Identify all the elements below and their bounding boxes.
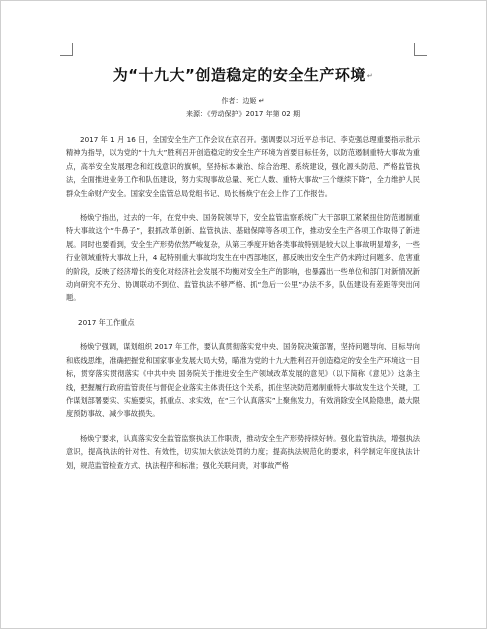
author-line: 作者：边姬 ↵ bbox=[221, 97, 265, 105]
paragraph-mark-icon: ↵ bbox=[366, 71, 374, 80]
paragraph: 杨焕宁指出，过去的一年，在党中央、国务院领导下，安全监管监察系统广大干部职工紧紧扭住防范遏制重特大事故这个“牛鼻子”，狠抓改革创新、监管执法、基础保障等各项工作，推动安全生产各项工作取得了新进展。同时也要看到，安全生产形势依然严峻复杂，从第三季度开始各类事故特别是较大以上事故明显增多，一些行业领域重特大事故上升，4 起特别重大事故均发生在中西部地区，都反映出安全生产仍未跨过问题多、危害重的阶段，反映了经济增长的变化对经济社会发展不均衡对安全生产的影响，也暴露出一些单位和部门对新情况新动向研究不充分、协调联动不到位、监管执法不够严格、抓“急后一公里”办法不多，队伍建设有差距等突出问题。 bbox=[66, 213, 420, 303]
source-line: 来源：《劳动保护》2017 年第 02 期 bbox=[186, 110, 300, 118]
document-body bbox=[66, 58, 420, 472]
crop-mark-top-right bbox=[414, 43, 427, 56]
section-heading: 2017 年工作重点 bbox=[78, 317, 135, 327]
title-text: 为“十九大”创造稳定的安全生产环境 bbox=[112, 66, 366, 84]
paragraph: 杨焕宁要求，认真落实安全监管监察执法工作职责，推动安全生产形势持续好转。强化监管执法，增强执法意识，提高执法的针对性、有效性，切实加大依法处罚的力度；提高执法规范化的要求，科学制定年度执法计划，规范监管检查方式、执法程序和标准；强化关联问责，对事故严格 bbox=[66, 433, 420, 470]
paragraph: 2017 年 1 月 16 日，全国安全生产工作会议在京召开。强调要以习近平总书记、李克强总理重要指示批示精神为指导，以为党的“十九大”胜利召开创造稳定的安全生产环境为首要目标任务，以防范遏制重特大事故为重点，高举安全发展理念和红线意识的旗帜，坚持标本兼治、综合治理、系统建设，强化源头防范、严格监管执法，全面推进业务工作和队伍建设，努力实现事故总量、死亡人数、重特大事故“三个继续下降”，全力维护人民群众生命财产安全。国家安全监管总局党组书记、局长杨焕宁在会上作了工作报告。 bbox=[66, 135, 420, 198]
document-title bbox=[66, 64, 420, 85]
paragraph: 杨焕宁强调，谋划组织 2017 年工作，要认真贯彻落实党中央、国务院决策部署，坚持问题导向、目标导向和底线思维，准确把握党和国家事业发展大局大势，瞄准为党的十九大胜利召开创造稳定的安全生产环境这一目标，贯穿落实贯彻落实《中共中央 国务院关于推进安全生产领域改革发展的意见》（以下简称《意见》）这条主线，把握履行政府监管责任与督促企业落实主体责任这个关系，抓住坚决防范遏制重特大事故发生这个关键，工作谋划部署要实、实施要实，抓重点、求实效，在“三个认真落实”上聚焦发力，有效消除安全风险隐患，最大限度预防事故、减少事故损失。 bbox=[66, 342, 420, 419]
crop-mark-top-left bbox=[60, 43, 73, 56]
